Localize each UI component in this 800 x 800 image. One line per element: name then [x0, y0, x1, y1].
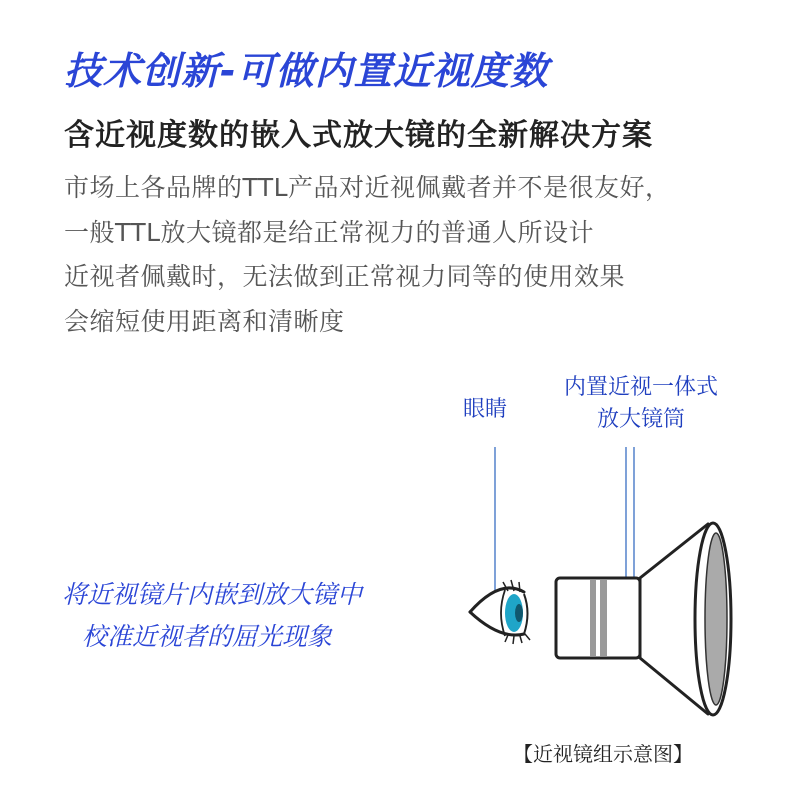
diagram-description: [62, 574, 362, 658]
tube-label: [548, 372, 734, 436]
eye-label: 眼睛: [463, 397, 508, 422]
description-line: 校准近视者的屈光现象: [82, 622, 333, 651]
tube-label-line: 内置近视一体式: [563, 375, 718, 400]
description-line: 将近视镜片内嵌到放大镜中: [62, 580, 363, 609]
paragraph-line: 一般TTL放大镜都是给正常视力的普通人所设计: [64, 217, 595, 247]
diagram-caption: 【近视镜组示意图】: [513, 742, 693, 766]
paragraph-line: 会缩短使用距离和清晰度: [64, 306, 345, 336]
tube-label-line: 放大镜筒: [596, 407, 685, 432]
paragraph-line: 近视者佩戴时，无法做到正常视力同等的使用效果: [64, 262, 626, 291]
magnifier-tube: [556, 523, 731, 715]
page-subtitle: 含近视度数的嵌入式放大镜的全新解决方案: [64, 118, 653, 153]
paragraph-line: 市场上各品牌的TTL产品对近视佩戴者并不是很友好，: [64, 173, 671, 202]
page-title: 技术创新-可做内置近视度数: [64, 49, 549, 93]
eye-icon: [470, 580, 530, 644]
